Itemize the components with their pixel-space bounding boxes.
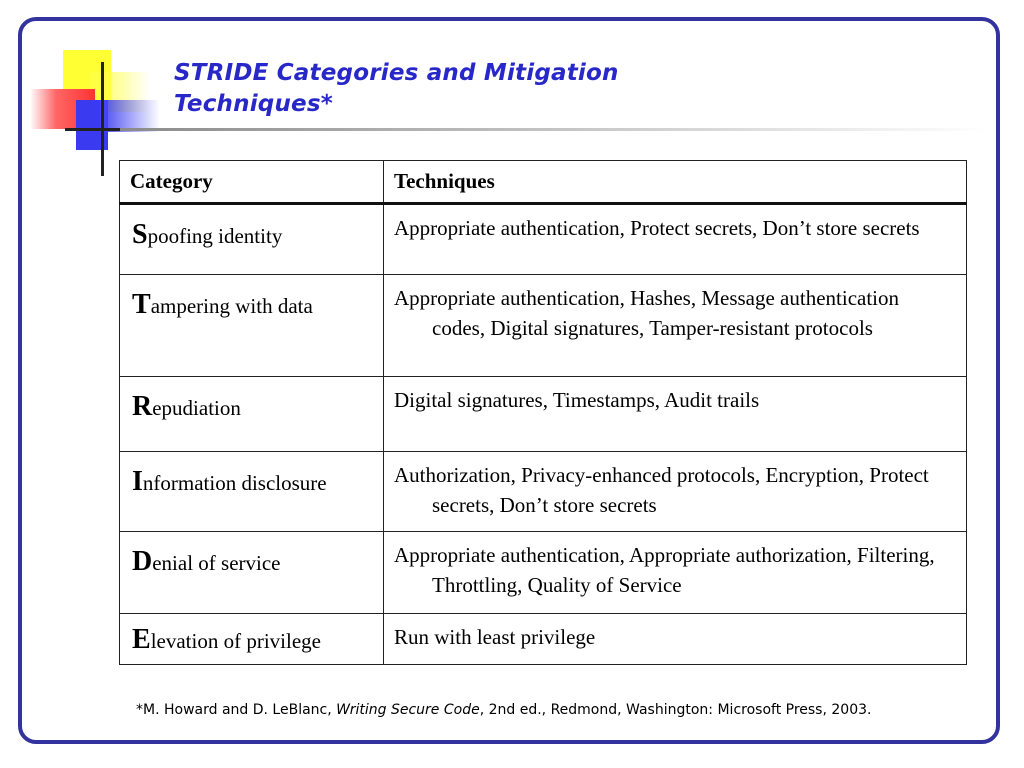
category-rest: poofing identity [147,224,283,248]
table-row [120,377,967,452]
techniques-cell [384,614,967,665]
table-row [120,204,967,275]
header-category: Category [120,161,384,204]
category-rest: enial of service [152,551,281,575]
table-row [120,275,967,377]
techniques-text: Appropriate authentication, Appropriate authorization, Filtering, Throttling, Quality of Service [394,543,935,597]
techniques-text: Authorization, Privacy-enhanced protocols, Encryption, Protect secrets, Don’t store secrets [394,463,929,517]
header-techniques: Techniques [384,161,967,204]
techniques-cell [384,204,967,275]
techniques-cell [384,452,967,532]
slide-title [174,58,734,120]
vertical-line [101,62,104,176]
techniques-text: Digital signatures, Timestamps, Audit trails [394,388,760,412]
category-cell [120,204,384,275]
category-cell [120,452,384,532]
category-initial: I [132,466,143,497]
category-initial: S [132,219,148,250]
footnote-suffix: , 2nd ed., Redmond, Washington: Microsoft Press, 2003. [479,702,872,718]
table-row [120,452,967,532]
category-cell [120,532,384,614]
techniques-cell [384,377,967,452]
category-initial: T [132,289,151,320]
table-row [120,532,967,614]
techniques-text: Appropriate authentication, Hashes, Message authentication codes, Digital signatures, Tamper-resistant protocols [394,286,900,340]
category-rest: levation of privilege [150,629,321,653]
techniques-cell [384,275,967,377]
category-initial: D [132,546,153,577]
category-cell [120,377,384,452]
stride-table [119,160,967,665]
footnote-prefix: *M. Howard and D. LeBlanc, [136,702,337,718]
category-cell [120,275,384,377]
title-rule [120,128,990,131]
table-header-row [120,161,967,204]
techniques-text: Run with least privilege [394,625,596,649]
category-rest: ampering with data [150,294,313,318]
title-line-1: STRIDE Categories and Mitigation [174,60,619,86]
category-initial: R [132,391,153,422]
category-cell [120,614,384,665]
footnote-book-title: Writing Secure Code [336,702,480,718]
techniques-text: Appropriate authentication, Protect secrets, Don’t store secrets [394,216,920,240]
category-rest: epudiation [152,396,241,420]
table-row [120,614,967,665]
category-rest: nformation disclosure [142,471,327,495]
citation-footnote [136,702,956,718]
title-line-2: Techniques* [174,91,333,117]
techniques-cell [384,532,967,614]
category-initial: E [132,624,151,655]
